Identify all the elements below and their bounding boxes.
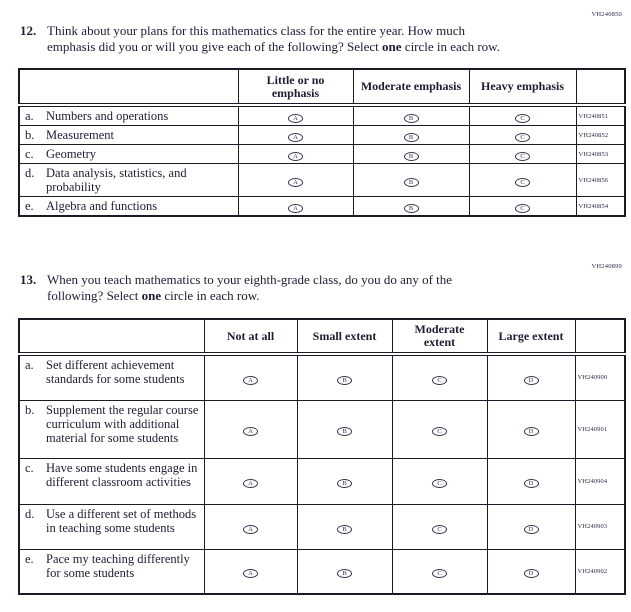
- answer-bubble-b[interactable]: B: [404, 178, 419, 187]
- answer-bubble-c[interactable]: C: [515, 204, 530, 213]
- row-letter: c.: [25, 460, 34, 475]
- row-label-text: Algebra and functions: [46, 199, 158, 213]
- answer-bubble-a[interactable]: A: [288, 178, 303, 187]
- table-row: [19, 197, 625, 217]
- answer-bubble-c[interactable]: C: [432, 479, 447, 488]
- answer-bubble-b[interactable]: B: [337, 376, 352, 385]
- question-12: [20, 23, 580, 55]
- column-header-small-extent: Small extent: [297, 319, 392, 354]
- table-row: [19, 105, 625, 126]
- row-variable-code: VH240900: [575, 354, 625, 400]
- table-row: [19, 549, 625, 594]
- answer-bubble-b[interactable]: B: [337, 427, 352, 436]
- table-row: [19, 145, 625, 164]
- row-variable-code: VH240904: [575, 458, 625, 504]
- answer-bubble-c[interactable]: C: [432, 427, 447, 436]
- table-row: [19, 354, 625, 400]
- answer-bubble-d[interactable]: D: [524, 569, 539, 578]
- column-header-large-extent: Large extent: [487, 319, 575, 354]
- row-variable-code: VH240852: [576, 126, 625, 145]
- row-label-text: Measurement: [46, 128, 115, 142]
- question-13-line2-pre: following? Select: [47, 288, 142, 303]
- row-letter: c.: [25, 147, 34, 161]
- row-label-text: Pace my teaching differently for some students: [46, 551, 190, 580]
- row-label: [19, 458, 204, 504]
- question-13-number: 13.: [20, 272, 37, 287]
- answer-bubble-d[interactable]: D: [524, 427, 539, 436]
- row-letter: b.: [25, 402, 35, 417]
- answer-bubble-b[interactable]: B: [404, 114, 419, 123]
- row-letter: d.: [25, 506, 35, 521]
- row-label: [19, 504, 204, 549]
- answer-bubble-a[interactable]: A: [243, 525, 258, 534]
- question-12-text: [20, 23, 580, 55]
- answer-bubble-c[interactable]: C: [432, 569, 447, 578]
- answer-bubble-a[interactable]: A: [288, 133, 303, 142]
- row-variable-code: VH240902: [575, 549, 625, 594]
- row-label: [19, 145, 238, 164]
- question-13-line1: When you teach mathematics to your eighth-grade class, do you do any of the: [47, 272, 453, 287]
- row-label: [19, 549, 204, 594]
- row-label: [19, 126, 238, 145]
- row-variable-code: VH240851: [576, 105, 625, 126]
- answer-bubble-a[interactable]: A: [243, 569, 258, 578]
- emphasis-table: [18, 68, 626, 217]
- question-12-bold-one: one: [382, 39, 402, 54]
- question-13-line2-post: circle in each row.: [161, 288, 260, 303]
- answer-bubble-d[interactable]: D: [524, 525, 539, 534]
- table-row: [19, 164, 625, 197]
- row-label: [19, 354, 204, 400]
- answer-bubble-a[interactable]: A: [243, 376, 258, 385]
- answer-bubble-b[interactable]: B: [337, 479, 352, 488]
- row-label: [19, 105, 238, 126]
- question-13: [20, 272, 540, 304]
- row-label-text: Geometry: [46, 147, 96, 161]
- column-header-not-at-all: Not at all: [204, 319, 297, 354]
- row-label: [19, 164, 238, 197]
- extent-table: [18, 318, 626, 595]
- answer-bubble-b[interactable]: B: [404, 152, 419, 161]
- column-header-moderate-extent: Moderate extent: [392, 319, 487, 354]
- answer-bubble-c[interactable]: C: [432, 525, 447, 534]
- extent-table-header-row: [19, 319, 625, 354]
- answer-bubble-c[interactable]: C: [515, 152, 530, 161]
- row-variable-code: VH240901: [575, 400, 625, 458]
- answer-bubble-a[interactable]: A: [243, 479, 258, 488]
- question-12-line2-post: circle in each row.: [401, 39, 500, 54]
- table-row: [19, 126, 625, 145]
- answer-bubble-b[interactable]: B: [404, 133, 419, 142]
- row-variable-code: VH240853: [576, 145, 625, 164]
- emphasis-table-corner-cell: [19, 69, 238, 105]
- answer-bubble-d[interactable]: D: [524, 479, 539, 488]
- answer-bubble-a[interactable]: A: [288, 114, 303, 123]
- answer-bubble-d[interactable]: D: [524, 376, 539, 385]
- question-12-variable-code: VH240850: [591, 11, 622, 18]
- row-variable-code: VH240903: [575, 504, 625, 549]
- variable-code-header-cell: [576, 69, 625, 105]
- row-letter: b.: [25, 128, 35, 142]
- answer-bubble-c[interactable]: C: [515, 133, 530, 142]
- question-12-line1: Think about your plans for this mathematics class for the entire year. How much: [47, 23, 466, 38]
- answer-bubble-b[interactable]: B: [337, 569, 352, 578]
- question-12-number: 12.: [20, 23, 37, 38]
- column-header-moderate-emphasis: Moderate emphasis: [353, 69, 469, 105]
- table-row: [19, 400, 625, 458]
- answer-bubble-c[interactable]: C: [432, 376, 447, 385]
- row-letter: a.: [25, 358, 34, 372]
- answer-bubble-a[interactable]: A: [243, 427, 258, 436]
- row-label: [19, 197, 238, 217]
- answer-bubble-a[interactable]: A: [288, 152, 303, 161]
- question-13-variable-code: VH240899: [591, 263, 622, 270]
- row-label: [19, 400, 204, 458]
- row-label-text: Set different achievement standards for some students: [46, 358, 185, 386]
- extent-table-corner-cell: [19, 319, 204, 354]
- column-header-little-or-no-emphasis: Little or no emphasis: [238, 69, 353, 105]
- row-label-text: Use a different set of methods in teaching some students: [46, 506, 197, 535]
- answer-bubble-c[interactable]: C: [515, 178, 530, 187]
- row-letter: d.: [25, 166, 35, 180]
- table-row: [19, 458, 625, 504]
- row-variable-code: VH240856: [576, 164, 625, 197]
- row-label-text: Numbers and operations: [46, 109, 169, 123]
- row-letter: e.: [25, 551, 34, 566]
- answer-bubble-c[interactable]: C: [515, 114, 530, 123]
- answer-bubble-b[interactable]: B: [404, 204, 419, 213]
- emphasis-table-header-row: [19, 69, 625, 105]
- row-label-text: Data analysis, statistics, and probability: [46, 166, 187, 194]
- row-letter: e.: [25, 199, 34, 213]
- row-label-text: Have some students engage in different classroom activities: [46, 460, 198, 489]
- answer-bubble-a[interactable]: A: [288, 204, 303, 213]
- question-13-text: [20, 272, 540, 304]
- variable-code-header-cell: [575, 319, 625, 354]
- column-header-heavy-emphasis: Heavy emphasis: [469, 69, 576, 105]
- answer-bubble-b[interactable]: B: [337, 525, 352, 534]
- question-12-line2-pre: emphasis did you or will you give each of the following? Select: [47, 39, 383, 54]
- row-variable-code: VH240854: [576, 197, 625, 217]
- row-letter: a.: [25, 109, 34, 123]
- question-13-bold-one: one: [141, 288, 162, 303]
- row-label-text: Supplement the regular course curriculum with additional material for some students: [46, 402, 199, 445]
- table-row: [19, 504, 625, 549]
